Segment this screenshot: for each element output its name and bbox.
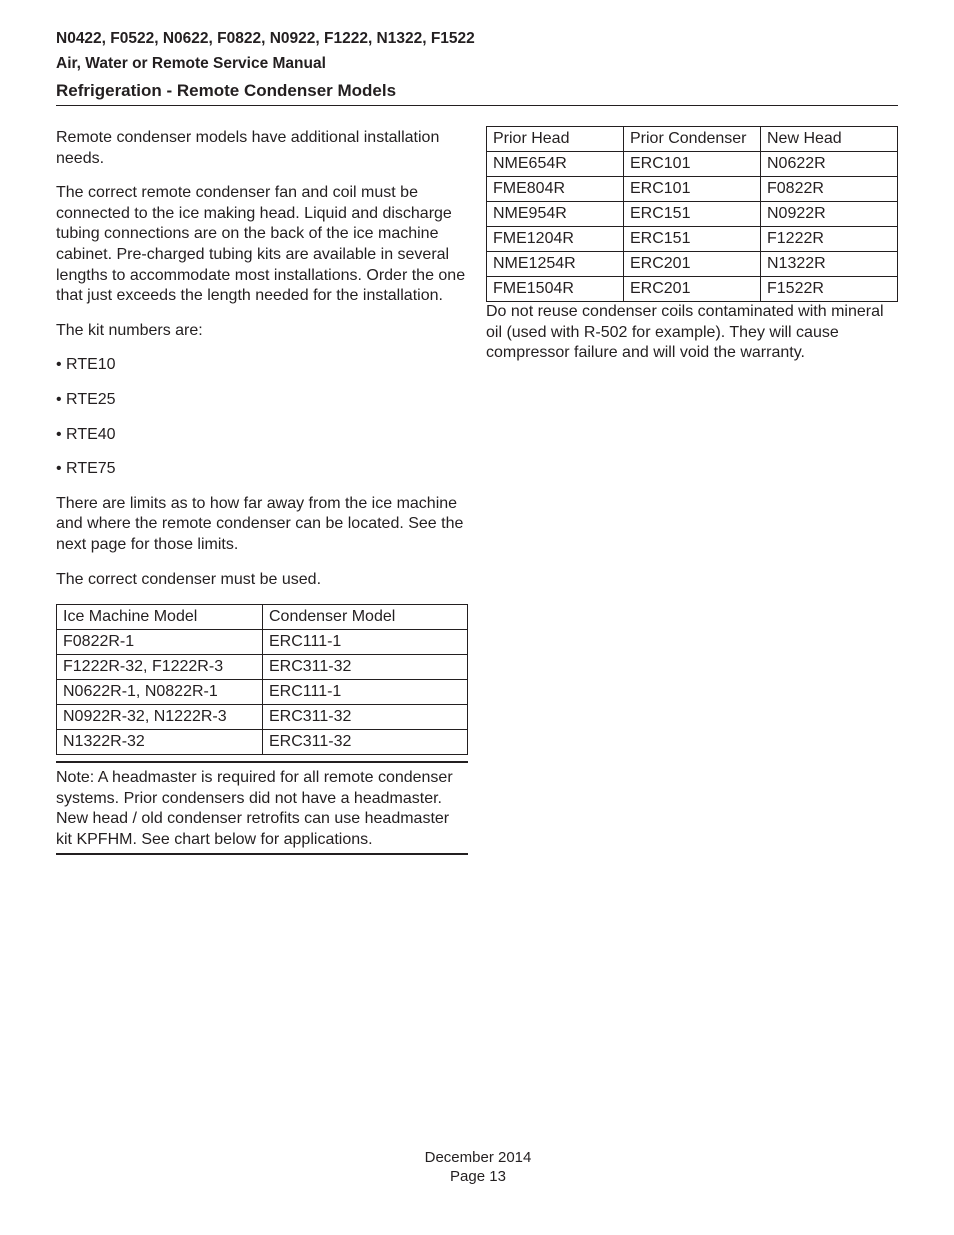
kit-item: • RTE40: [56, 425, 116, 443]
header-divider: [56, 105, 898, 106]
tubing-paragraph: The correct remote condenser fan and coil must be connected to the ice making head. Liquid and discharge tubing connections are on the back of the ice machine cabinet. Pre-charged tubing kits are available in several lengths to accommodate most installations. Order the one that just exceeds the length needed for the installation.: [56, 184, 466, 305]
intro-paragraph: Remote condenser models have additional installation needs.: [56, 129, 440, 167]
table-cell: FME804R: [487, 177, 624, 202]
manual-title: Air, Water or Remote Service Manual: [56, 55, 326, 72]
table-cell: ERC311-32: [263, 730, 468, 755]
table-cell: N0922R-32, N1222R-3: [57, 705, 263, 730]
page-number: Page 13: [450, 1168, 506, 1185]
table-row: [57, 655, 468, 680]
kits-intro: The kit numbers are:: [56, 321, 203, 339]
table-cell: N1322R: [761, 252, 898, 277]
table-row: [487, 202, 898, 227]
table-cell: ERC201: [624, 252, 761, 277]
section-title: Refrigeration - Remote Condenser Models: [56, 81, 397, 100]
table-cell: N0922R: [761, 202, 898, 227]
table-row: [487, 277, 898, 302]
table-row: [57, 705, 468, 730]
table-cell: F0822R-1: [57, 630, 263, 655]
table-header-cell: Ice Machine Model: [57, 605, 263, 630]
table-row: [487, 252, 898, 277]
table-cell: ERC111-1: [263, 630, 468, 655]
table-row: [57, 730, 468, 755]
condenser-intro: The correct condenser must be used.: [56, 570, 322, 588]
kit-item: • RTE10: [56, 356, 116, 374]
page-footer: [0, 1148, 954, 1186]
table-cell: FME1504R: [487, 277, 624, 302]
table-header-row: [487, 127, 898, 152]
headmaster-note: Note: A headmaster is required for all remote condenser systems. Prior condensers did not have a headmaster. New head / old condenser retrofits can use headmaster kit KPFHM. See chart below for applications.: [56, 761, 468, 855]
table-cell: NME954R: [487, 202, 624, 227]
limits-paragraph: There are limits as to how far away from the ice machine and where the remote condenser can be located. See the next page for those limits.: [56, 494, 464, 553]
table-cell: ERC151: [624, 202, 761, 227]
table-cell: FME1204R: [487, 227, 624, 252]
footer-date: December 2014: [424, 1149, 532, 1166]
table-row: [487, 177, 898, 202]
table-cell: F1222R-32, F1222R-3: [57, 655, 263, 680]
table-header-cell: Condenser Model: [263, 605, 468, 630]
table-row: [57, 680, 468, 705]
table-cell: NME654R: [487, 152, 624, 177]
right-column: [486, 126, 898, 378]
table-cell: N1322R-32: [57, 730, 263, 755]
table-header-cell: Prior Head: [487, 127, 624, 152]
table-header-cell: New Head: [761, 127, 898, 152]
table-row: [57, 630, 468, 655]
table-cell: N0622R-1, N0822R-1: [57, 680, 263, 705]
left-column: [56, 128, 468, 855]
header-model-list: N0422, F0522, N0622, F0822, N0922, F1222, N1322, F1522: [56, 30, 475, 47]
table-cell: ERC201: [624, 277, 761, 302]
kit-item: • RTE75: [56, 460, 116, 478]
table-row: [487, 227, 898, 252]
condenser-table: [56, 604, 468, 755]
kit-item: • RTE25: [56, 390, 116, 408]
table-row: [487, 152, 898, 177]
table-cell: ERC111-1: [263, 680, 468, 705]
table-cell: F1222R: [761, 227, 898, 252]
oil-warning: Do not reuse condenser coils contaminated with mineral oil (used with R-502 for example). They will cause compressor failure and will void the warranty.: [486, 303, 884, 362]
table-cell: ERC311-32: [263, 705, 468, 730]
table-cell: ERC311-32: [263, 655, 468, 680]
table-cell: F0822R: [761, 177, 898, 202]
table-cell: F1522R: [761, 277, 898, 302]
table-header-row: [57, 605, 468, 630]
table-cell: ERC101: [624, 152, 761, 177]
headmaster-table: [486, 126, 898, 302]
table-header-cell: Prior Condenser: [624, 127, 761, 152]
table-cell: ERC101: [624, 177, 761, 202]
table-cell: NME1254R: [487, 252, 624, 277]
table-cell: ERC151: [624, 227, 761, 252]
table-cell: N0622R: [761, 152, 898, 177]
